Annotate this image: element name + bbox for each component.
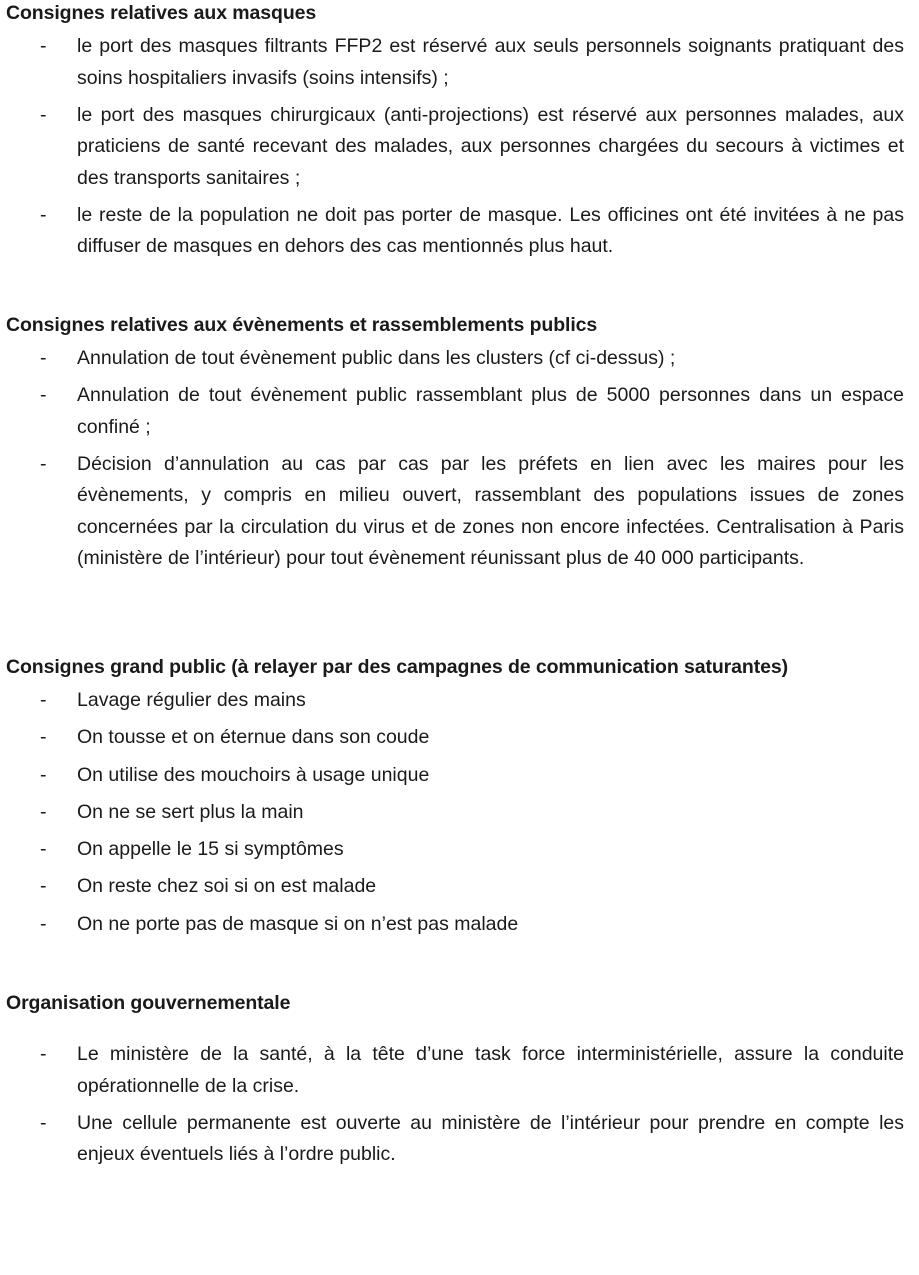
bullet-list: [6, 31, 904, 263]
bullet-dash: -: [40, 875, 47, 898]
list-item: [6, 100, 904, 195]
bullet-dash: -: [40, 763, 47, 786]
list-item: [6, 31, 904, 94]
bullet-dash: -: [40, 800, 47, 823]
list-item: [6, 834, 788, 866]
list-item: [6, 722, 788, 754]
list-item-text: On appelle le 15 si symptômes: [77, 838, 344, 861]
list-item-text: Une cellule permanente est ouverte au ministère de l’intérieur pour prendre en compte les enjeux éventuels liés à l’ordre public.: [77, 1111, 904, 1165]
list-item-text: le reste de la population ne doit pas porter de masque. Les officines ont été invitées à ne pas diffuser de masques en dehors des cas mentionnés plus haut.: [77, 203, 904, 257]
list-item: [6, 685, 788, 717]
section-evenements: [6, 310, 904, 580]
list-item: [6, 1039, 904, 1102]
section-title: Consignes grand public (à relayer par des campagnes de communication saturantes): [6, 656, 788, 678]
list-item-text: On ne se sert plus la main: [77, 800, 304, 823]
bullet-dash: -: [40, 452, 47, 475]
bullet-list: [6, 1039, 904, 1171]
bullet-dash: -: [40, 35, 47, 57]
list-item-text: Lavage régulier des mains: [77, 689, 306, 711]
bullet-dash: -: [40, 726, 47, 749]
list-item: [6, 909, 788, 941]
list-item-text: le port des masques chirurgicaux (anti-projections) est réservé aux personnes malades, aux praticiens de santé recevant des malades, aux personnes chargées du secours à victimes et des transports sanitaires ;: [77, 103, 904, 189]
section-title: Consignes relatives aux évènements et rassemblements publics: [6, 314, 598, 336]
section-organisation: [6, 988, 904, 1176]
list-item-text: Annulation de tout évènement public rassemblant plus de 5000 personnes dans un espace confiné ;: [77, 384, 904, 438]
list-item: [6, 1108, 904, 1171]
bullet-dash: -: [40, 689, 47, 711]
section-title: Organisation gouvernementale: [6, 992, 291, 1014]
list-item-text: Le ministère de la santé, à la tête d’une task force interministérielle, assure la conduite opérationnelle de la crise.: [77, 1043, 904, 1097]
list-item: [6, 871, 788, 903]
list-item-text: le port des masques filtrants FFP2 est réservé aux seuls personnels soignants pratiquant des soins hospitaliers invasifs (soins intensifs) ;: [77, 35, 904, 89]
bullet-dash: -: [40, 1043, 47, 1065]
list-item: [6, 200, 904, 263]
list-item: [6, 760, 788, 792]
bullet-dash: -: [40, 1111, 47, 1134]
list-item: [6, 797, 788, 829]
section-title: Consignes relatives aux masques: [6, 2, 317, 24]
bullet-dash: -: [40, 347, 47, 369]
list-item-text: Décision d’annulation au cas par cas par les préfets en lien avec les maires pour les évènements, y compris en milieu ouvert, rassemblant des populations issues de zones concernées par la circulation du virus et de zones non encore infectées. Centralisation à Paris (ministère de l’intérieur) pour tout évènement réunissant plus de 40 000 participants.: [77, 452, 904, 569]
bullet-dash: -: [40, 838, 47, 861]
bullet-dash: -: [40, 384, 47, 406]
list-item-text: On tousse et on éternue dans son coude: [77, 726, 430, 749]
bullet-list: [6, 343, 904, 575]
section-masques: [6, 0, 904, 268]
list-item-text: On ne porte pas de masque si on n’est pas malade: [77, 912, 519, 935]
bullet-dash: -: [40, 203, 47, 226]
list-item: [6, 449, 904, 575]
list-item-text: On reste chez soi si on est malade: [77, 875, 377, 898]
list-item-text: On utilise des mouchoirs à usage unique: [77, 763, 430, 786]
list-item-text: Annulation de tout évènement public dans les clusters (cf ci-dessus) ;: [77, 347, 676, 369]
bullet-dash: -: [40, 912, 47, 935]
bullet-list: [6, 685, 788, 940]
section-grand-public: [6, 652, 788, 946]
list-item: [6, 380, 904, 443]
bullet-dash: -: [40, 103, 47, 126]
list-item: [6, 343, 904, 375]
